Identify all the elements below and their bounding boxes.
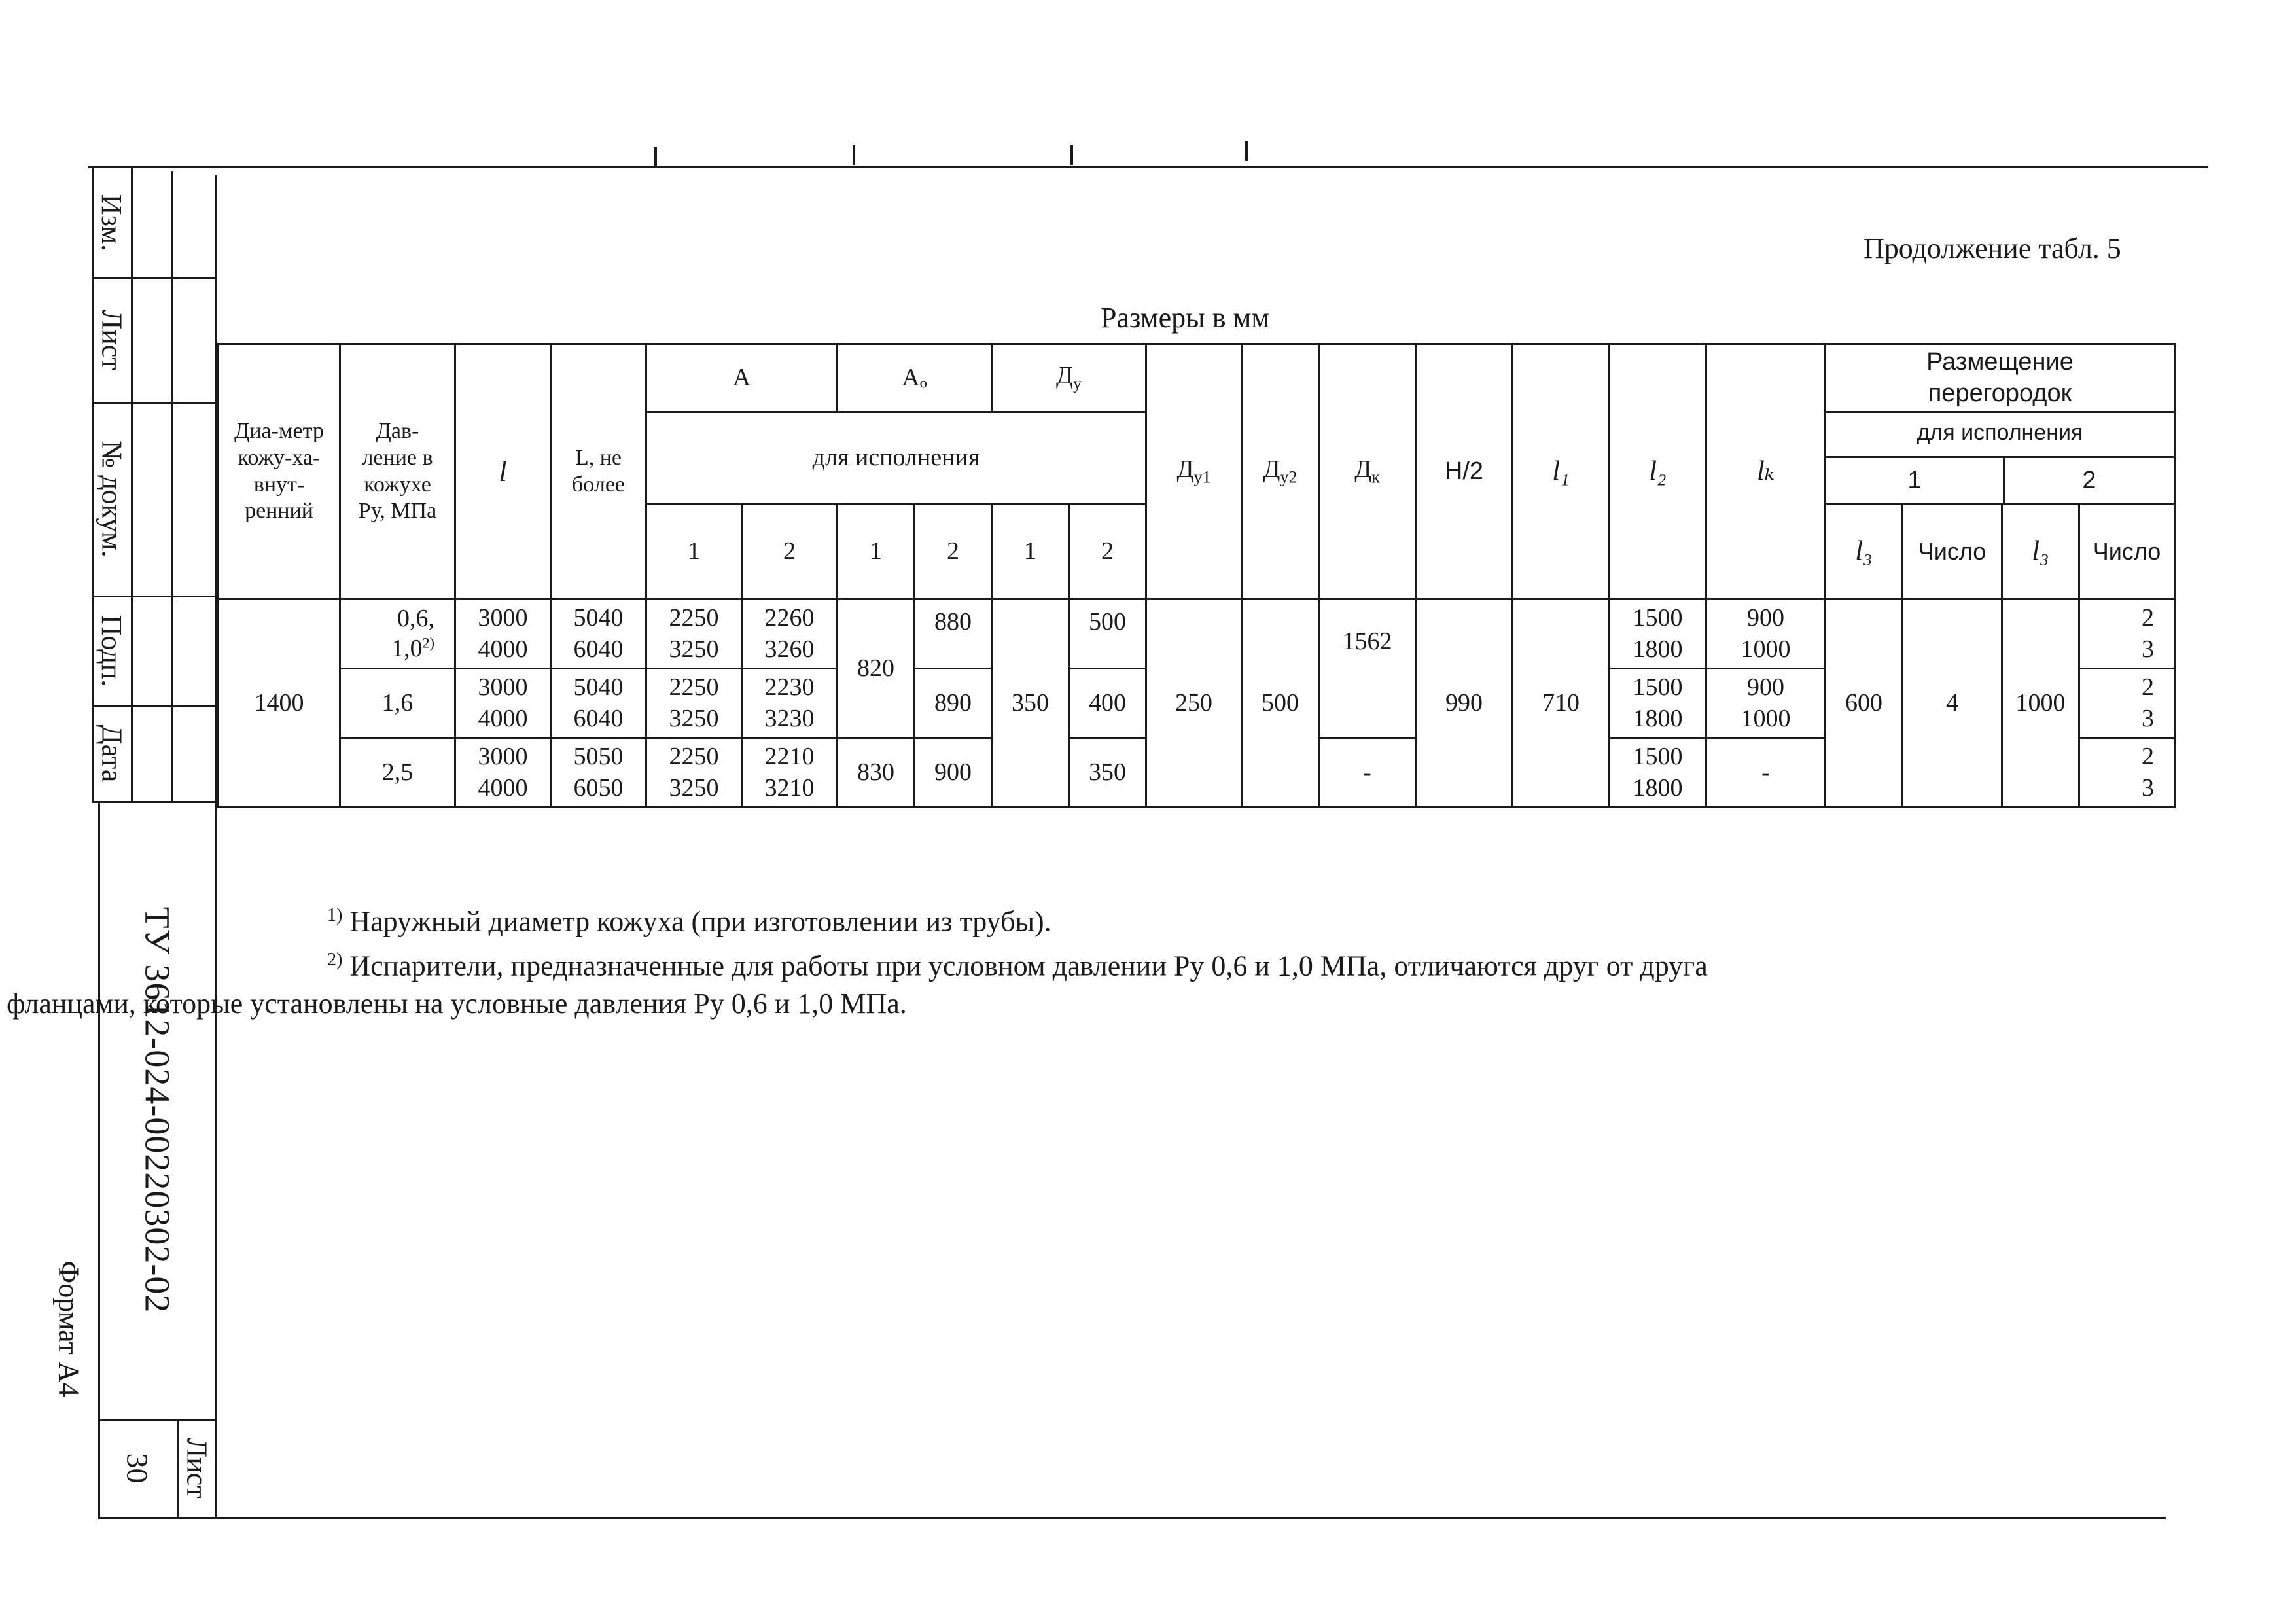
cell-A1-2 bbox=[646, 669, 742, 738]
cell-A1-3 bbox=[646, 738, 742, 808]
cell-Ao2-2: 890 bbox=[915, 669, 992, 738]
stamp-data-label: Дата bbox=[96, 724, 128, 782]
cell-Dy2-1: 500 bbox=[1069, 599, 1146, 669]
frame-tick bbox=[654, 147, 657, 166]
header-Dy2-main: Д bbox=[1263, 455, 1280, 484]
footnote-2-continuation: фланцами, которые установлены на условные давления Ру 0,6 и 1,0 МПа. bbox=[7, 988, 907, 1020]
footnote-2-mark: 2) bbox=[327, 949, 343, 970]
cell-value: 1000 bbox=[1740, 704, 1791, 732]
cell-lk-1 bbox=[1706, 599, 1826, 669]
cell-lk-2 bbox=[1706, 669, 1826, 738]
header-H2: Н/2 bbox=[1416, 344, 1513, 599]
cell-value: 1000 bbox=[1740, 635, 1791, 663]
cell-Dk-dash: - bbox=[1319, 738, 1416, 808]
header-Dy1 bbox=[1146, 344, 1242, 599]
header-placement-ispoln-label: для исполнения bbox=[1826, 413, 2174, 458]
header-Dy-main: Д bbox=[1056, 362, 1073, 390]
cell-l-2 bbox=[455, 669, 551, 738]
header-l1: l₁ bbox=[1513, 344, 1610, 599]
footnote-2 bbox=[327, 941, 2028, 986]
stamp-list-label: Лист bbox=[96, 309, 128, 370]
stamp-n-dokum bbox=[92, 402, 132, 596]
cell-value: 3250 bbox=[669, 774, 719, 802]
cell-pressure-3: 2,5 bbox=[340, 738, 455, 808]
cell-value: 1500 bbox=[1633, 673, 1683, 701]
footnote-1 bbox=[327, 897, 2028, 941]
cell-value: 4000 bbox=[478, 704, 528, 732]
header-l3-1: l₃ bbox=[1826, 504, 1903, 599]
cell-l3-1: 600 bbox=[1826, 599, 1903, 808]
header-l3-2: l₃ bbox=[2002, 504, 2079, 599]
cell-Ao1-3: 830 bbox=[838, 738, 915, 808]
cell-value: 3250 bbox=[669, 704, 719, 732]
cell-L-2 bbox=[551, 669, 646, 738]
cell-value: 5040 bbox=[573, 604, 624, 632]
sheet-number bbox=[98, 1419, 177, 1517]
header-placement-ispoln bbox=[1826, 412, 2175, 504]
stamp-podp bbox=[92, 596, 132, 705]
cell-value: 3000 bbox=[478, 743, 528, 770]
cell-value: 1800 bbox=[1633, 774, 1683, 802]
cell-value: 3 bbox=[2142, 774, 2154, 802]
cell-value: 2250 bbox=[669, 673, 719, 701]
footnote-1-text: Наружный диаметр кожуха (при изготовлении из трубы). bbox=[349, 905, 1051, 938]
cell-l1: 710 bbox=[1513, 599, 1610, 808]
cell-value: 3260 bbox=[764, 635, 815, 663]
cell-value: 3000 bbox=[478, 673, 528, 701]
header-Dy1-sub: у1 bbox=[1193, 468, 1211, 488]
cell-pressure-1a: 0,6, bbox=[397, 604, 434, 632]
cell-value: 2210 bbox=[764, 743, 815, 770]
cell-Ao1-top: 820 bbox=[838, 599, 915, 738]
header-l: l bbox=[455, 344, 551, 599]
footnotes bbox=[7, 897, 2028, 1023]
header-variant-1: 1 bbox=[1826, 458, 2005, 503]
header-L: L, не более bbox=[551, 344, 646, 599]
stamp-izm-label: Изм. bbox=[96, 194, 128, 251]
header-Dy-sub: у bbox=[1072, 374, 1082, 394]
cell-Dy1col: 250 bbox=[1146, 599, 1242, 808]
stamp-data bbox=[92, 705, 132, 801]
header-Dy1-main: Д bbox=[1176, 455, 1194, 484]
cell-n2-3 bbox=[2079, 738, 2175, 808]
header-A-2: 2 bbox=[742, 504, 838, 599]
cell-pressure-1 bbox=[340, 599, 455, 669]
header-placement: Размещение перегородок bbox=[1826, 344, 2175, 412]
cell-value: 900 bbox=[1747, 673, 1784, 701]
cell-value: 3230 bbox=[764, 704, 815, 732]
header-ispoln: для исполнения bbox=[646, 412, 1146, 504]
cell-Dy2-3: 350 bbox=[1069, 738, 1146, 808]
header-placement-variants bbox=[1826, 458, 2174, 503]
header-Dy bbox=[992, 344, 1146, 412]
format-label-text: Формат А4 bbox=[52, 1260, 85, 1397]
doc-code-text: ТУ 3612-024-00220302-02 bbox=[137, 906, 177, 1313]
cell-value: 3 bbox=[2142, 704, 2154, 732]
header-l2: l₂ bbox=[1610, 344, 1706, 599]
frame-tick bbox=[1070, 145, 1073, 165]
cell-diameter: 1400 bbox=[219, 599, 340, 808]
cell-A2-3 bbox=[742, 738, 838, 808]
header-Dy-1: 1 bbox=[992, 504, 1069, 599]
header-Dk bbox=[1319, 344, 1416, 599]
cell-l3-2: 1000 bbox=[2002, 599, 2079, 808]
stamp-list bbox=[92, 277, 132, 402]
sizes-note: Размеры в мм bbox=[1101, 302, 1270, 334]
header-diameter: Диа-метр кожу-ха-внут-ренний bbox=[219, 344, 340, 599]
cell-value: 6050 bbox=[573, 774, 624, 802]
frame-tick bbox=[853, 145, 855, 165]
cell-n2-2 bbox=[2079, 669, 2175, 738]
cell-value: 4000 bbox=[478, 635, 528, 663]
cell-L-3 bbox=[551, 738, 646, 808]
sheet-number-text: 30 bbox=[120, 1453, 154, 1483]
cell-Dy2col: 500 bbox=[1242, 599, 1319, 808]
header-Ao-1: 1 bbox=[838, 504, 915, 599]
cell-A2-2 bbox=[742, 669, 838, 738]
sheet-label-text: Лист bbox=[181, 1437, 213, 1499]
cell-value: 2 bbox=[2142, 604, 2154, 632]
footnote-2-text: Испарители, предназначенные для работы при условном давлении Ру 0,6 и 1,0 МПа, отличаются друг от друга bbox=[349, 950, 1708, 982]
cell-value: 6040 bbox=[573, 704, 624, 732]
header-Ao-2: 2 bbox=[915, 504, 992, 599]
cell-A2-1 bbox=[742, 599, 838, 669]
cell-value: 3250 bbox=[669, 635, 719, 663]
cell-n2-1 bbox=[2079, 599, 2175, 669]
cell-value: 1800 bbox=[1633, 635, 1683, 663]
frame-bottom-line bbox=[98, 1517, 2166, 1519]
cell-value: 900 bbox=[1747, 604, 1784, 632]
cell-l2-1 bbox=[1610, 599, 1706, 669]
header-chislo-2: Число bbox=[2079, 504, 2175, 599]
cell-Ao2-3: 900 bbox=[915, 738, 992, 808]
cell-H2: 990 bbox=[1416, 599, 1513, 808]
header-Dy2 bbox=[1242, 344, 1319, 599]
cell-pressure-2: 1,6 bbox=[340, 669, 455, 738]
footnote-1-mark: 1) bbox=[327, 905, 343, 925]
cell-lk-3: - bbox=[1706, 738, 1826, 808]
cell-value: 6040 bbox=[573, 635, 624, 663]
cell-value: 2250 bbox=[669, 604, 719, 632]
header-Dk-sub: к bbox=[1371, 468, 1380, 488]
cell-value: 3210 bbox=[764, 774, 815, 802]
cell-l-3 bbox=[455, 738, 551, 808]
header-A-1: 1 bbox=[646, 504, 742, 599]
cell-Dy2-2: 400 bbox=[1069, 669, 1146, 738]
cell-l2-2 bbox=[1610, 669, 1706, 738]
header-lk: lₖ bbox=[1706, 344, 1826, 599]
cell-value: 3 bbox=[2142, 635, 2154, 663]
continuation-title: Продолжение табл. 5 bbox=[1863, 232, 2121, 264]
dimensions-table bbox=[217, 343, 2176, 808]
cell-value: 4000 bbox=[478, 774, 528, 802]
cell-value: 3000 bbox=[478, 604, 528, 632]
cell-value: 2230 bbox=[764, 673, 815, 701]
frame-top-line bbox=[88, 166, 2208, 168]
cell-Ao2-1: 880 bbox=[915, 599, 992, 669]
stamp-podp-label: Подп. bbox=[96, 615, 128, 687]
cell-Dk: 1562 bbox=[1319, 599, 1416, 738]
header-variant-2: 2 bbox=[2082, 467, 2096, 494]
cell-value: 2260 bbox=[764, 604, 815, 632]
cell-value: 5050 bbox=[573, 743, 624, 770]
sheet-label bbox=[178, 1419, 216, 1517]
cell-Dy1: 350 bbox=[992, 599, 1069, 808]
header-A: А bbox=[646, 344, 838, 412]
cell-value: 2 bbox=[2142, 743, 2154, 770]
header-chislo-1: Число bbox=[1903, 504, 2002, 599]
cell-value: 5040 bbox=[573, 673, 624, 701]
footnote-ref-2: 2) bbox=[422, 633, 434, 651]
cell-value: 1800 bbox=[1633, 704, 1683, 732]
cell-A1-1 bbox=[646, 599, 742, 669]
cell-n1: 4 bbox=[1903, 599, 2002, 808]
frame-tick bbox=[1245, 141, 1248, 161]
format-label bbox=[39, 1217, 98, 1440]
cell-pressure-1b-val: 1,0 bbox=[391, 634, 423, 662]
stamp-izm bbox=[92, 168, 132, 277]
cell-L-1 bbox=[551, 599, 646, 669]
cell-value: 1500 bbox=[1633, 604, 1683, 632]
cell-value: 2 bbox=[2142, 673, 2154, 701]
stamp-n-dokum-label: № докум. bbox=[96, 440, 128, 558]
doc-code bbox=[98, 801, 216, 1419]
cell-value: 1500 bbox=[1633, 743, 1683, 770]
header-Ao: Aₒ bbox=[838, 344, 992, 412]
header-Dy2-sub: у2 bbox=[1280, 468, 1298, 488]
header-Dk-main: Д bbox=[1354, 455, 1372, 484]
cell-l-1 bbox=[455, 599, 551, 669]
header-pressure: Дав-ление в кожухе Ру, МПа bbox=[340, 344, 455, 599]
cell-value: 2250 bbox=[669, 743, 719, 770]
cell-l2-3 bbox=[1610, 738, 1706, 808]
cell-pressure-1b bbox=[341, 634, 434, 664]
header-Dy-2: 2 bbox=[1069, 504, 1146, 599]
